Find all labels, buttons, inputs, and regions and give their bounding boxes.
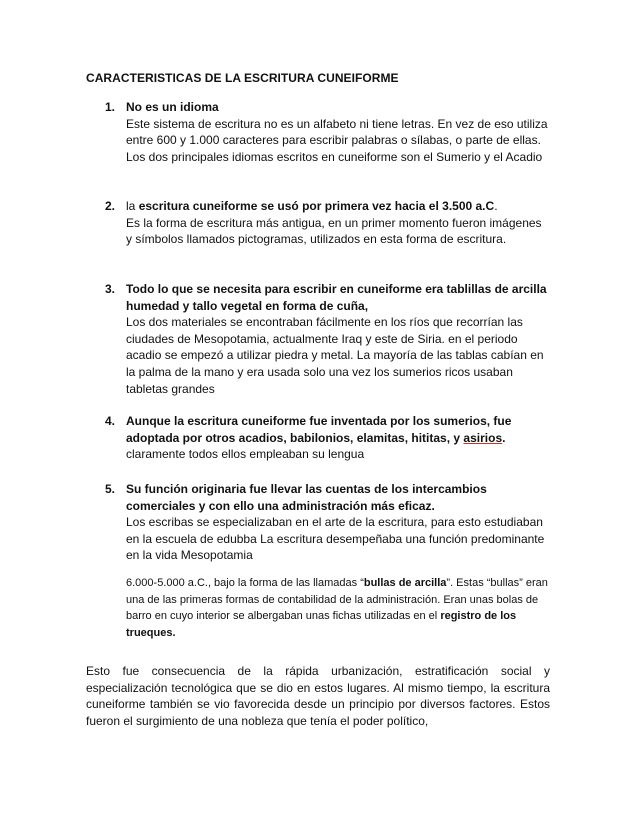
- item-heading: Todo lo que se necesita para escribir en cuneiforme era tablillas de arcilla humedad y tallo vegetal en forma de cuña,: [126, 282, 547, 313]
- item-heading: [126, 198, 550, 215]
- item-body: Los escribas se especializaban en el arte de la escritura, para esto estudiaban en la escuela de edubba La escritura desempeñaba una función predominante en la vida Mesopotamia: [126, 515, 545, 563]
- list-item-2: [105, 198, 550, 248]
- item-number: 3.: [105, 282, 116, 296]
- item-heading-text: Aunque la escritura cuneiforme fue inventada por los sumerios, fue adoptada por otros acadios, babilonios, elamitas, hititas, y: [126, 414, 512, 445]
- item-number: 5.: [105, 482, 116, 496]
- note-bold-bullas: bullas de arcilla: [363, 577, 447, 589]
- note-text-mid: ”. Estas “bullas” eran una de las primeras formas de contabilidad de la administración. Eran unas bolas de barro en cuyo interior se albergaban unas fichas utilizadas en el: [126, 577, 548, 623]
- item-body: Es la forma de escritura más antigua, en un primer momento fueron imágenes y símbolos llamados pictogramas, utilizados en esta forma de escritura.: [126, 215, 542, 247]
- body-paragraph: Esto fue consecuencia de la rápida urbanización, estratificación social y especialización tecnológica que se dio en estos lugares. Al mismo tiempo, la escritura cuneiforme también se vio favorecida desde un principio por diversos factores. Estos fueron el surgimiento de una nobleza que tenía el poder político,: [86, 664, 550, 729]
- item-heading-underlined: asirios: [463, 430, 503, 445]
- item-heading: No es un idioma: [126, 100, 219, 114]
- item-body: Los dos materiales se encontraban fácilmente en los ríos que recorrían las ciudades de Mesopotamia, actualmente Iraq y este de Siria. en el periodo acadio se empezó a utilizar piedra y metal. La mayoría de las tablas cabían en la palma de la mano y era usada solo una vez los sumerios ricos usaban tabletas grandes: [126, 315, 544, 396]
- list-item-3: [105, 281, 550, 397]
- item-number: 1.: [105, 100, 116, 114]
- list-item-4: [105, 413, 550, 463]
- list-item-1: [105, 99, 550, 165]
- item-number: 2.: [105, 199, 116, 213]
- item-heading-prefix: la: [126, 199, 136, 213]
- item-heading-suffix: .: [502, 430, 506, 445]
- item-heading: Su función originaria fue llevar las cuentas de los intercambios comerciales y con ello una administración más eficaz.: [126, 482, 487, 513]
- note-paragraph: [126, 575, 556, 641]
- item-body: Este sistema de escritura no es un alfabeto ni tiene letras. En vez de eso utiliza entre 600 y 1.000 caracteres para escribir palabras o sílabas, o parte de ellas. Los dos principales idiomas escritos en cuneiforme son el Sumerio y el Acadio: [126, 116, 548, 164]
- item-body: claramente todos ellos empleaban su lengua: [126, 447, 365, 462]
- item-heading-text: escritura cuneiforme se usó por primera vez hacia el 3.500 a.C: [138, 199, 495, 213]
- item-heading-suffix: .: [494, 199, 498, 213]
- item-number: 4.: [105, 414, 116, 428]
- document-title: CARACTERISTICAS DE LA ESCRITURA CUNEIFORME: [86, 71, 399, 85]
- note-bold-registro: registro de los trueques.: [126, 610, 517, 639]
- note-text-pre: 6.000-5.000 a.C., bajo la forma de las llamadas “: [126, 577, 364, 589]
- item-heading: [126, 413, 550, 446]
- list-item-5: [105, 481, 550, 564]
